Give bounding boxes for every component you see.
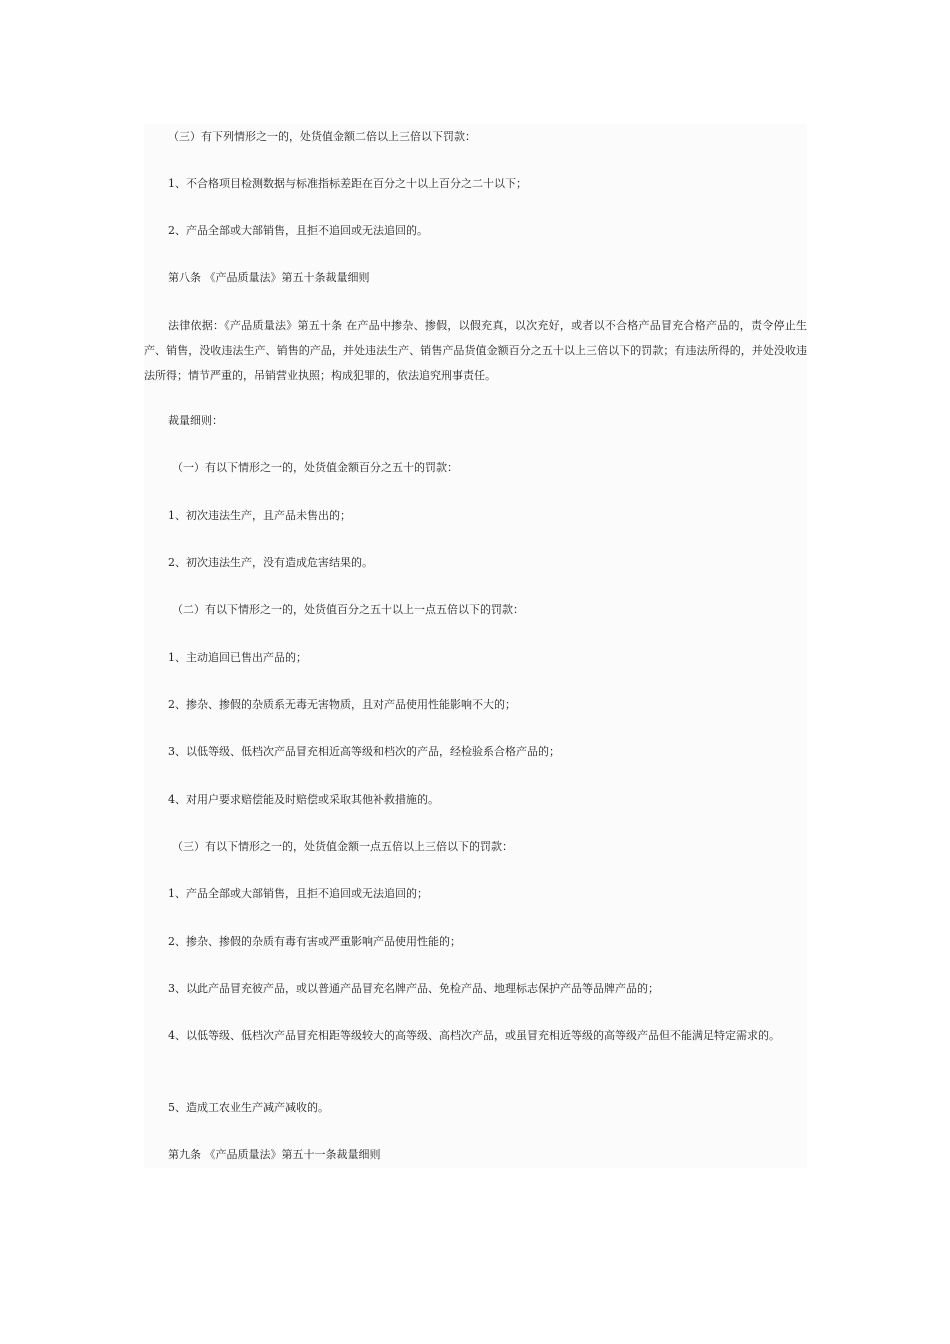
article-9-title: 第九条 《产品质量法》第五十一条裁量细则 bbox=[168, 1148, 381, 1161]
list-item: 5、造成工农业生产减产减收的。 bbox=[168, 1101, 329, 1114]
list-item: 2、掺杂、掺假的杂质有毒有害或严重影响产品使用性能的； bbox=[168, 935, 461, 948]
list-item: 3、以低等级、低档次产品冒充相近高等级和档次的产品，经检验系合格产品的； bbox=[168, 745, 560, 758]
list-item: 2、初次违法生产，没有造成危害结果的。 bbox=[168, 556, 373, 569]
clause-heading-1: （一）有以下情形之一的，处货值金额百分之五十的罚款： bbox=[172, 461, 458, 474]
list-item: 4、以低等级、低档次产品冒充相距等级较大的高等级、高档次产品，或虽冒充相近等级的高等级产品但不能满足特定需求的。 bbox=[168, 1029, 780, 1042]
list-item: 1、初次违法生产，且产品未售出的； bbox=[168, 509, 351, 522]
list-item: 2、产品全部或大部销售，且拒不追回或无法追回的。 bbox=[168, 224, 428, 237]
list-item: 1、主动追回已售出产品的； bbox=[168, 651, 307, 664]
clause-heading-2: （二）有以下情形之一的，处货值百分之五十以上一点五倍以下的罚款： bbox=[172, 603, 524, 616]
list-item: 3、以此产品冒充彼产品，或以普通产品冒充名牌产品、免检产品、地理标志保护产品等品牌产品的； bbox=[168, 982, 659, 995]
article-8-legal-basis: 法律依据：《产品质量法》第五十条 在产品中掺杂、掺假，以假充真，以次充好，或者以不合格产品冒充合格产品的，责令停止生产、销售，没收违法生产、销售的产品，并处违法生产、销售产品货值金额百分之五十以上三倍以下的罚款；有违法所得的，并处没收违法所得；情节严重的，吊销营业执照；构成犯罪的，依法追究刑事责任。 bbox=[144, 319, 807, 382]
clause-heading-3: （三）有以下情形之一的，处货值金额一点五倍以上三倍以下的罚款： bbox=[172, 840, 513, 853]
clause-heading-3-prev: （三）有下列情形之一的，处货值金额二倍以上三倍以下罚款： bbox=[168, 130, 476, 143]
discretion-rules-heading: 裁量细则： bbox=[168, 414, 223, 427]
article-8-title: 第八条 《产品质量法》第五十条裁量细则 bbox=[168, 271, 370, 284]
list-item: 2、掺杂、掺假的杂质系无毒无害物质，且对产品使用性能影响不大的； bbox=[168, 698, 516, 711]
list-item: 1、产品全部或大部销售，且拒不追回或无法追回的； bbox=[168, 887, 428, 900]
list-item: 1、不合格项目检测数据与标准指标差距在百分之十以上百分之二十以下； bbox=[168, 177, 527, 190]
list-item: 4、对用户要求赔偿能及时赔偿或采取其他补救措施的。 bbox=[168, 793, 439, 806]
